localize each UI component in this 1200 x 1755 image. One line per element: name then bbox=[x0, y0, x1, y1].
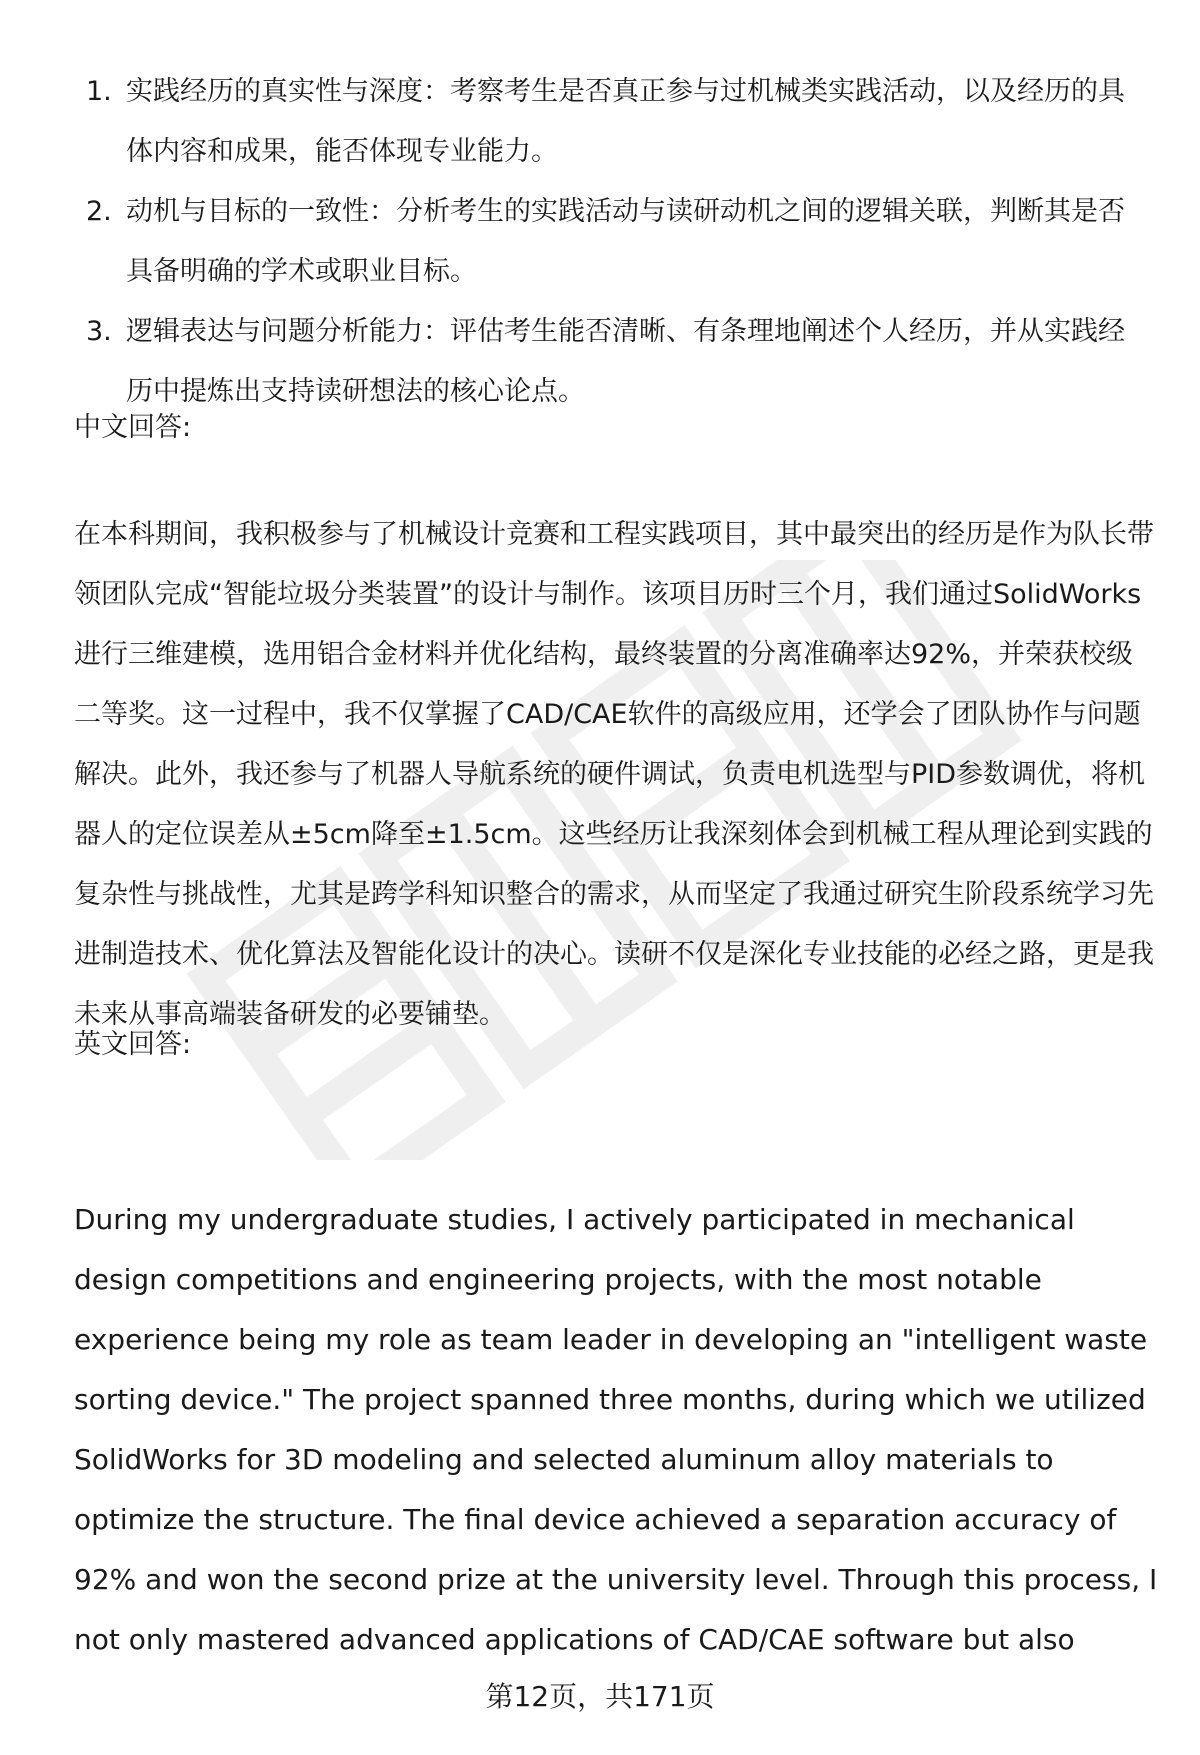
page-indicator: 第12页，共171页 bbox=[485, 1680, 715, 1713]
criteria-text: 逻辑表达与问题分析能力：评估考生能否清晰、有条理地阐述个人经历，并从实践经历中提炼出支持读研想法的核心论点。 bbox=[126, 316, 1125, 407]
criteria-number: 1. bbox=[86, 76, 112, 107]
criteria-text: 动机与目标的一致性：分析考生的实践活动与读研动机之间的逻辑关联，判断其是否具备明确的学术或职业目标。 bbox=[126, 196, 1125, 287]
criteria-item bbox=[0, 182, 1200, 302]
evaluation-criteria-list bbox=[0, 62, 1200, 422]
criteria-number: 3. bbox=[86, 316, 112, 347]
criteria-text: 实践经历的真实性与深度：考察考生是否真正参与过机械类实践活动，以及经历的具体内容和成果，能否体现专业能力。 bbox=[126, 76, 1125, 167]
criteria-item bbox=[0, 62, 1200, 182]
chinese-answer-text: 在本科期间，我积极参与了机械设计竞赛和工程实践项目，其中最突出的经历是作为队长带领团队完成“智能垃圾分类装置”的设计与制作。该项目历时三个月，我们通过SolidWorks进行三维建模，选用铝合金材料并优化结构，最终装置的分离准确率达92%，并荣获校级二等奖。这一过程中，我不仅掌握了CAD/CAE软件的高级应用，还学会了团队协作与问题解决。此外，我还参与了机器人导航系统的硬件调试，负责电机选型与PID参数调优，将机器人的定位误差从±5cm降至±1.5cm。这些经历让我深刻体会到机械工程从理论到实践的复杂性与挑战性，尤其是跨学科知识整合的需求，从而坚定了我通过研究生阶段系统学习先进制造技术、优化算法及智能化设计的决心。读研不仅是深化专业技能的必经之路，更是我未来从事高端装备研发的必要铺垫。 bbox=[74, 519, 1154, 1030]
english-answer-label: 英文回答: bbox=[74, 1029, 192, 1060]
english-answer-text: During my undergraduate studies, I actively participated in mechanical design competitions and engineering projects, with the most notable experience being my role as team leader in developing an "intelligent waste sorting device." The project spanned three months, during which we utilized SolidWorks for 3D modeling and selected aluminum alloy materials to optimize the structure. The final device achieved a separation accuracy of 92% and won the second prize at the university level. Through this process, I not only mastered advanced applications of CAD/CAE software but also bbox=[74, 1203, 1158, 1656]
chinese-answer-label: 中文回答: bbox=[74, 412, 192, 443]
criteria-number: 2. bbox=[86, 196, 112, 227]
